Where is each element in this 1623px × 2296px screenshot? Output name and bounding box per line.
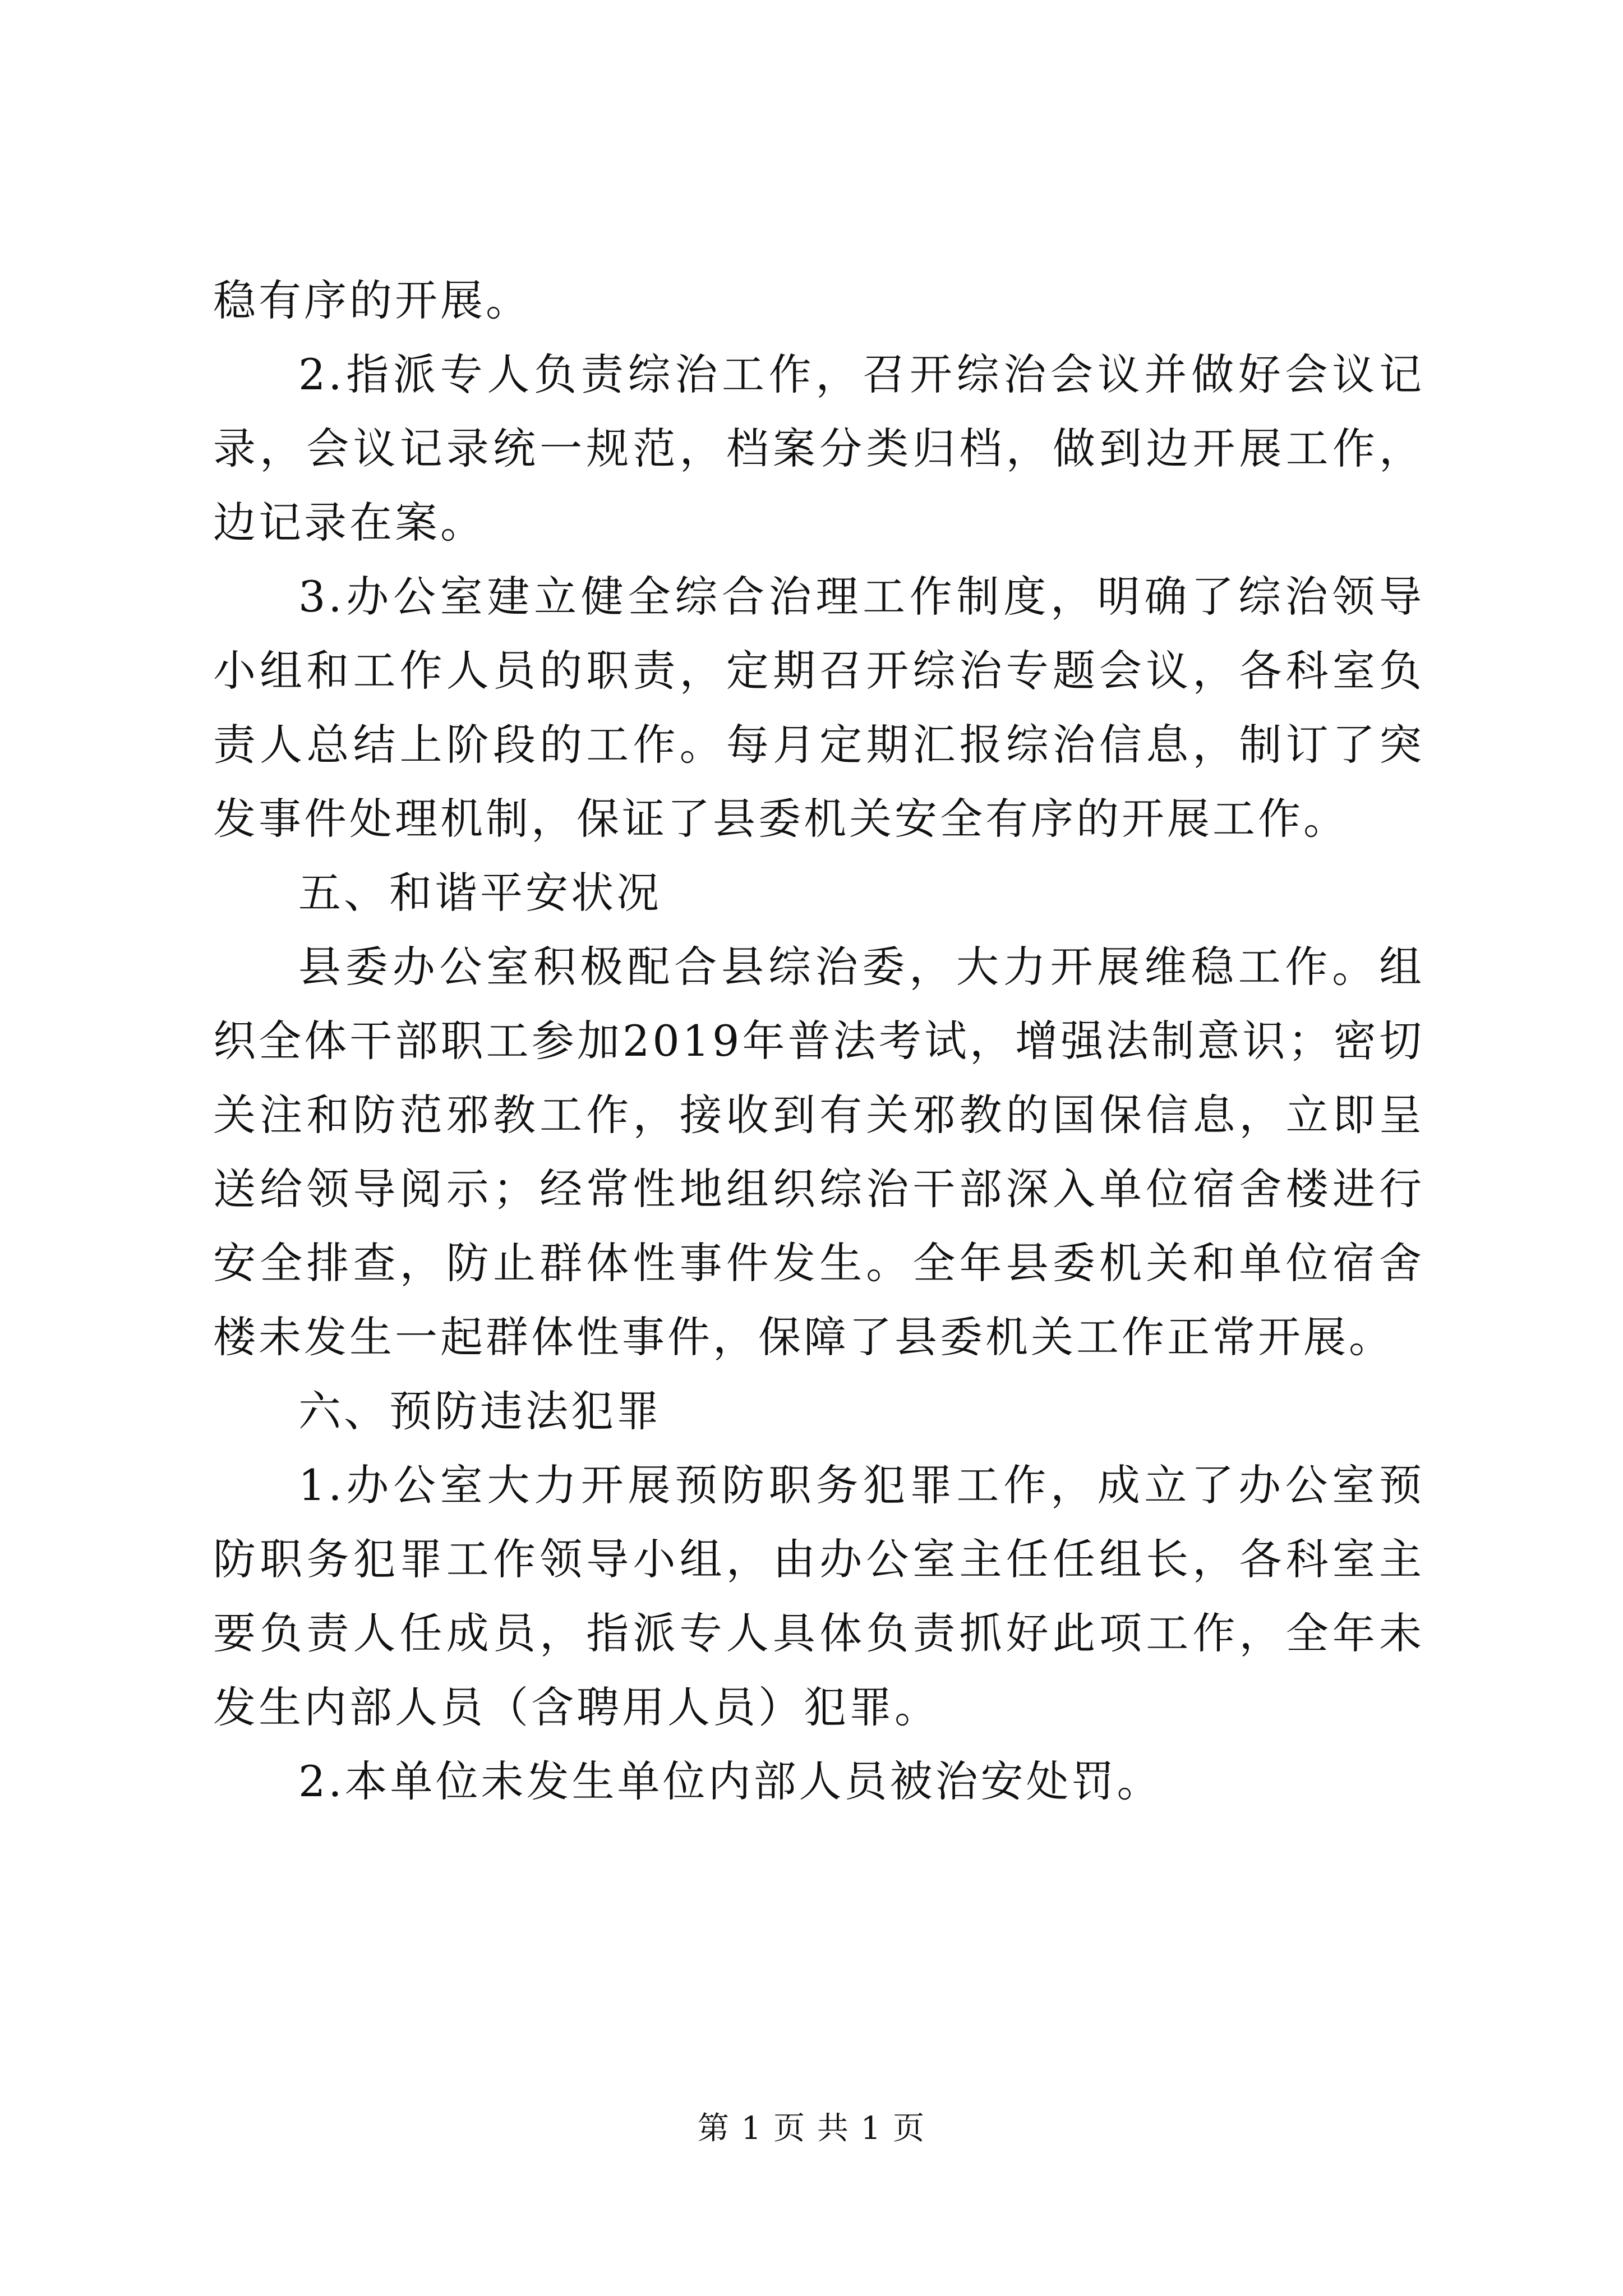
- paragraph-item-1-duty-crime: 1.办公室大力开展预防职务犯罪工作，成立了办公室预防职务犯罪工作领导小组，由办公室主任任组长，各科室主要负责人任成员，指派专人具体负责抓好此项工作，全年未发生内部人员（含聘用人员）犯罪。: [213, 1460, 1424, 1732]
- paragraph-stability-work: 县委办公室积极配合县综治委，大力开展维稳工作。组织全体干部职工参加2019年普法考试，增强法制意识；密切关注和防范邪教工作，接收到有关邪教的国保信息，立即呈送给领导阅示；经常性地组织综治干部深入单位宿舍楼进行安全排查，防止群体性事件发生。全年县委机关和单位宿舍楼未发生一起群体性事件，保障了县委机关工作正常开展。: [213, 942, 1424, 1362]
- paragraph-item-2-no-penalty: 2.本单位未发生单位内部人员被治安处罚。: [298, 1756, 1163, 1806]
- section-heading-harmony-safety: 五、和谐平安状况: [298, 868, 662, 918]
- document-body: [213, 264, 1424, 1819]
- page-number-footer: 第 1 页 共 1 页: [697, 2110, 926, 2147]
- paragraph-item-2-records: 2.指派专人负责综治工作，召开综治会议并做好会议记录，会议记录统一规范，档案分类归档，做到边开展工作，边记录在案。: [213, 349, 1424, 547]
- paragraph-continuation: 稳有序的开展。: [213, 275, 531, 325]
- paragraph-item-3-system: 3.办公室建立健全综合治理工作制度，明确了综治领导小组和工作人员的职责，定期召开综治专题会议，各科室负责人总结上阶段的工作。每月定期汇报综治信息，制订了突发事件处理机制，保证了县委机关安全有序的开展工作。: [213, 572, 1424, 844]
- section-heading-crime-prevention: 六、预防违法犯罪: [298, 1386, 662, 1436]
